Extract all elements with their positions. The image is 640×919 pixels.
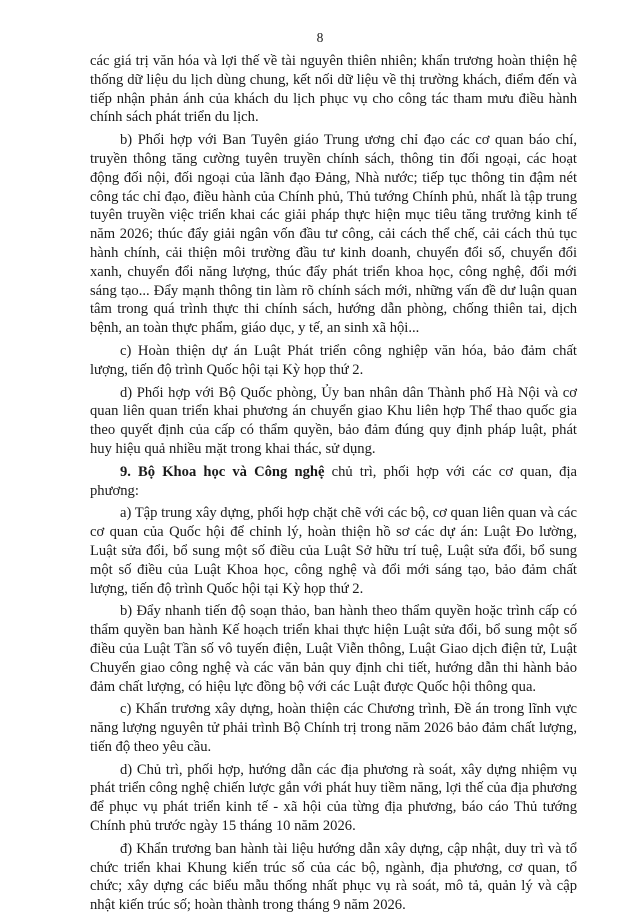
document-body [90,52,577,919]
paragraph-9b [90,602,577,696]
paragraph-text: b) Phối hợp với Ban Tuyên giáo Trung ương chỉ đạo các cơ quan báo chí, truyền thông tăng cường tuyên truyền chính sách, thông tin đối ngoại, các hoạt động đối nội, đối ngoại của lãnh đạo Đảng, Nhà nước; tiếp tục thông tin đậm nét công tác chỉ đạo, điều hành của Chính phủ, Thủ tướng Chính phủ, nhất là tập trung tuyên truyền việc triển khai các giải pháp thực hiện mục tiêu tăng trưởng kinh tế năm 2026; thúc đẩy giải ngân vốn đầu tư công, cải cách thể chế, cải cách thủ tục hành chính, cải thiện môi trường đầu tư kinh doanh, chuyển đổi số, chuyển đổi xanh, chuyển đổi năng lượng, thúc đẩy phát triển khoa học, công nghệ, đổi mới sáng tạo... Đẩy mạnh thông tin làm rõ chính sách mới, những vấn đề dư luận quan tâm trong quá trình thực thi chính sách, hướng dẫn phòng, chống thiên tai, dịch bệnh, an toàn thực phẩm, giáo dục, y tế, an sinh xã hội... [90,132,577,337]
paragraph-8d [90,384,577,459]
paragraph-8b [90,131,577,338]
paragraph-continuation [90,52,577,127]
paragraph-text: b) Đẩy nhanh tiến độ soạn thảo, ban hành theo thẩm quyền hoặc trình cấp có thẩm quyền ban hành Kế hoạch triển khai thực hiện Luật sửa đổi, bổ sung một số điều của Luật Tần số vô tuyến điện, Luật Viễn thông, Luật Giao dịch điện tử, Luật Chuyển giao công nghệ và các văn bản quy định chi tiết, hướng dẫn thi hành bảo đảm chất lượng, có hiệu lực đồng bộ với các Luật được Quốc hội thông qua. [90,603,577,695]
paragraph-text: a) Tập trung xây dựng, phối hợp chặt chẽ với các bộ, cơ quan liên quan và các cơ quan của Quốc hội để chỉnh lý, hoàn thiện hồ sơ các dự án: Luật Đo lường, Luật sửa đổi, bổ sung một số điều của Luật Sở hữu trí tuệ, Luật sửa đổi, bổ sung một số điều của Luật Khoa học, công nghệ và đổi mới sáng tạo, bảo đảm chất lượng, tiến độ trình Quốc hội tại Kỳ họp thứ 2. [90,505,577,597]
section-9-text: chủ trì, phối hợp với các cơ quan, địa phương: [90,463,578,499]
paragraph-text: c) Hoàn thiện dự án Luật Phát triển công nghiệp văn hóa, bảo đảm chất lượng, tiến độ trình Quốc hội tại Kỳ họp thứ 2. [90,342,577,378]
paragraph-8c [90,342,577,380]
page-number: 8 [316,30,324,45]
section-9-lead: 9. Bộ Khoa học và Công nghệ [120,463,325,480]
paragraph-text: các giá trị văn hóa và lợi thế về tài nguyên thiên nhiên; khẩn trương hoàn thiện hệ thống dữ liệu du lịch dùng chung, kết nối dữ liệu về thị trường khách, điểm đến và tiếp nhận phản ánh của khách du lịch phục vụ cho công tác tham mưu điều hành chính sách phát triển du lịch. [90,53,577,126]
paragraph-9c [90,700,577,756]
paragraph-9a [90,504,577,598]
paragraph-9dd [90,840,577,915]
paragraph-text: d) Chủ trì, phối hợp, hướng dẫn các địa phương rà soát, xây dựng nhiệm vụ phát triển công nghệ chiến lược gắn với phát huy tiềm năng, lợi thế của địa phương để phục vụ phát triển kinh tế - xã hội của từng địa phương, báo cáo Thủ tướng Chính phủ trước ngày 15 tháng 10 năm 2026. [90,761,577,835]
paragraph-text: d) Phối hợp với Bộ Quốc phòng, Ủy ban nhân dân Thành phố Hà Nội và cơ quan liên quan triển khai phương án chuyển giao Khu liên hợp Thể thao quốc gia theo quyết định của cấp có thẩm quyền, bảo đảm đúng quy định pháp luật, phát huy hiệu quả nhiều mặt trong khai thác, sử dụng. [90,384,577,457]
paragraph-text: c) Khẩn trương xây dựng, hoàn thiện các Chương trình, Đề án trong lĩnh vực năng lượng nguyên tử phải trình Bộ Chính trị trong năm 2026 bảo đảm chất lượng, tiến độ theo yêu cầu. [90,701,577,755]
paragraph-text: đ) Khẩn trương ban hành tài liệu hướng dẫn xây dựng, cập nhật, duy trì và tổ chức triển khai Khung kiến trúc số của các bộ, ngành, địa phương, cơ quan, tổ chức; xây dựng các biểu mẫu thống nhất phục vụ rà soát, mô tả, quản lý và cập nhật kiến trúc số; hoàn thành trong tháng 9 năm 2026. [90,840,577,914]
paragraph-9d [90,761,577,836]
section-9-heading [90,463,577,501]
